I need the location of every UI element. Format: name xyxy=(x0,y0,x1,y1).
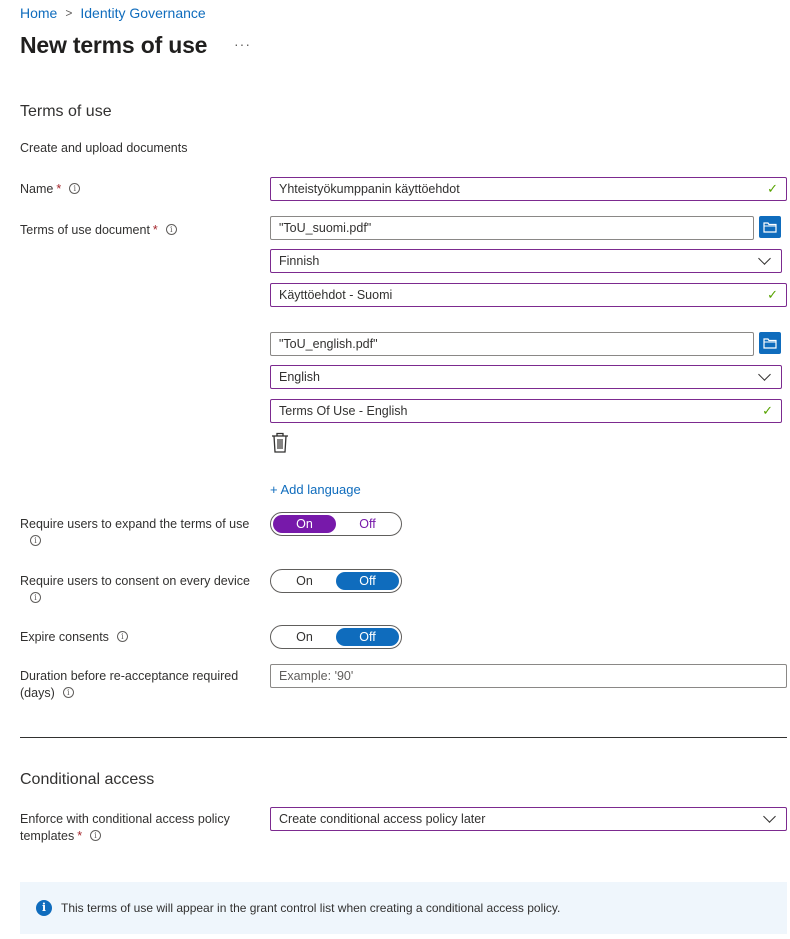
info-icon[interactable]: i xyxy=(69,183,80,194)
toggle-on-option[interactable]: On xyxy=(273,515,336,533)
document-label-text: Terms of use document xyxy=(20,223,150,237)
expire-consents-toggle[interactable] xyxy=(270,625,402,649)
document-label xyxy=(20,222,177,239)
expire-consents-label xyxy=(20,629,128,646)
display-name-input[interactable] xyxy=(270,283,787,307)
info-icon[interactable]: i xyxy=(90,830,101,841)
more-options-icon[interactable]: ··· xyxy=(234,36,251,52)
name-input[interactable] xyxy=(270,177,787,201)
chevron-down-icon xyxy=(763,810,776,823)
breadcrumb-identity-governance-link[interactable]: Identity Governance xyxy=(80,5,206,21)
browse-folder-button[interactable] xyxy=(759,332,781,354)
page-title: New terms of use xyxy=(20,32,208,58)
duration-label xyxy=(20,668,260,702)
section-title-terms-of-use: Terms of use xyxy=(20,103,112,120)
toggle-on-option[interactable]: On xyxy=(296,630,313,644)
valid-check-icon: ✓ xyxy=(762,403,773,418)
name-label xyxy=(20,181,80,198)
duration-placeholder: Example: '90' xyxy=(279,669,354,683)
toggle-off-option[interactable]: Off xyxy=(359,517,376,531)
enforce-policy-label xyxy=(20,811,250,845)
duration-label-text: Duration before re-acceptance required (days) xyxy=(20,669,239,700)
language-dropdown-value: English xyxy=(279,370,320,384)
expand-terms-label xyxy=(20,516,265,550)
required-marker: * xyxy=(152,223,158,237)
toggle-off-option[interactable]: Off xyxy=(336,628,399,646)
info-icon[interactable]: i xyxy=(63,687,74,698)
name-label-text: Name xyxy=(20,182,54,196)
toggle-off-option[interactable]: Off xyxy=(336,572,399,590)
section-title-conditional-access: Conditional access xyxy=(20,771,155,788)
document-file-value: "ToU_suomi.pdf" xyxy=(279,221,372,235)
trash-icon xyxy=(271,432,289,453)
duration-input[interactable] xyxy=(270,664,787,688)
info-circle-icon: i xyxy=(36,900,52,916)
consent-every-device-label-text: Require users to consent on every device xyxy=(20,574,250,588)
info-icon[interactable]: i xyxy=(30,592,41,603)
toggle-on-option[interactable]: On xyxy=(296,574,313,588)
enforce-policy-value: Create conditional access policy later xyxy=(279,812,486,826)
document-file-value: "ToU_english.pdf" xyxy=(279,337,378,351)
document-file-input[interactable] xyxy=(270,332,754,356)
info-icon[interactable]: i xyxy=(166,224,177,235)
valid-check-icon: ✓ xyxy=(767,181,778,196)
folder-icon xyxy=(763,221,777,233)
enforce-policy-label-text: Enforce with conditional access policy templates xyxy=(20,812,230,843)
required-marker: * xyxy=(56,182,62,196)
language-dropdown-value: Finnish xyxy=(279,254,320,268)
required-marker: * xyxy=(77,829,83,843)
language-dropdown[interactable] xyxy=(270,249,782,273)
enforce-policy-dropdown[interactable] xyxy=(270,807,787,831)
info-banner-text: This terms of use will appear in the grant control list when creating a conditional access policy. xyxy=(61,901,561,915)
info-icon[interactable]: i xyxy=(117,631,128,642)
consent-every-device-label xyxy=(20,573,265,607)
consent-every-device-toggle[interactable] xyxy=(270,569,402,593)
chevron-down-icon xyxy=(758,368,771,381)
display-name-value: Terms Of Use - English xyxy=(279,404,408,418)
info-banner xyxy=(20,882,787,934)
expand-terms-toggle[interactable] xyxy=(270,512,402,536)
section-divider xyxy=(20,737,787,738)
add-language-link[interactable]: + Add language xyxy=(270,482,361,497)
breadcrumb-home-link[interactable]: Home xyxy=(20,5,58,21)
breadcrumb xyxy=(20,5,206,21)
valid-check-icon: ✓ xyxy=(767,287,778,302)
display-name-input[interactable] xyxy=(270,399,782,423)
expire-consents-label-text: Expire consents xyxy=(20,630,109,644)
browse-folder-button[interactable] xyxy=(759,216,781,238)
chevron-down-icon xyxy=(758,252,771,265)
name-input-value: Yhteistyökumppanin käyttöehdot xyxy=(279,182,460,196)
info-icon[interactable]: i xyxy=(30,535,41,546)
folder-icon xyxy=(763,337,777,349)
language-dropdown[interactable] xyxy=(270,365,782,389)
delete-button[interactable] xyxy=(271,432,289,456)
document-file-input[interactable] xyxy=(270,216,754,240)
breadcrumb-chevron-icon: > xyxy=(65,6,73,20)
expand-terms-label-text: Require users to expand the terms of use xyxy=(20,517,250,531)
section-subtitle: Create and upload documents xyxy=(20,141,188,155)
display-name-value: Käyttöehdot - Suomi xyxy=(279,288,393,302)
